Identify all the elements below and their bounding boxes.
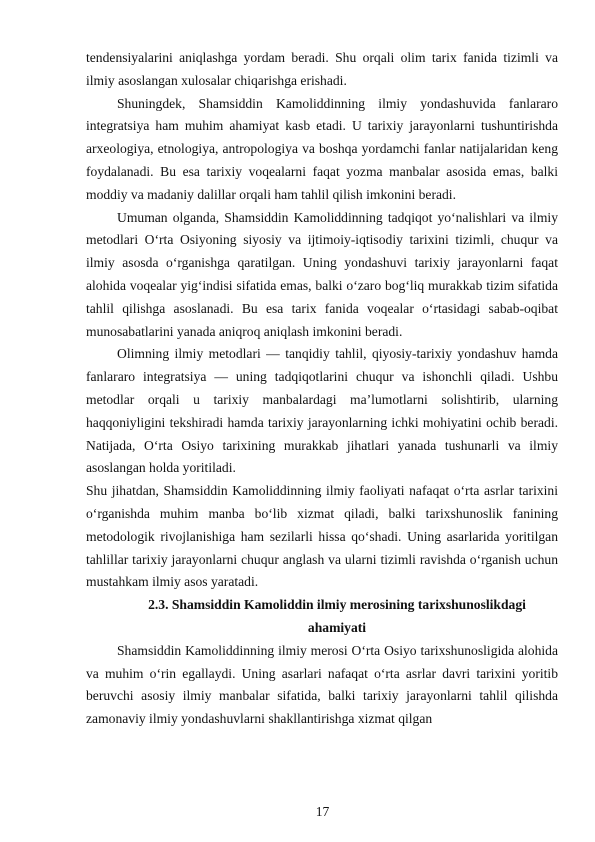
paragraph-legacy: Shamsiddin Kamoliddinning ilmiy merosi O‘rta Osiyo tarixshunosligida alohida va muhim o‘rin egallaydi. Uning asarlari nafaqat o‘rta asrlar davri tarixini yoritib beruvchi asosiy ilmiy manbalar sifatida, balki tarixiy jarayonlarni tahlil qilishda zamonaviy ilmiy yondashuvlarni shakllantirishga xizmat qilgan bbox=[86, 642, 558, 727]
paragraph-research-directions: Umuman olganda, Shamsiddin Kamoliddinning tadqiqot yo‘nalishlari va ilmiy metodlari O‘rta Osiyoning siyosiy va ijtimoiy-iqtisodiy tarixini tizimli, chuqur va ilmiy asosda o‘rganishga qaratilgan. Uning yondashuvi tarixiy jarayonlarni faqat alohida voqealar yig‘indisi sifatida emas, balki o‘zaro bog‘liq murakkab tizim sifatida tahlil qilishga asoslanadi. Bu esa tarix fanida voqealar o‘rtasidagi sabab-oqibat munosabatlarini yanada aniqroq aniqlash imkonini beradi. bbox=[86, 209, 558, 339]
paragraph-conclusion: Shu jihatdan, Shamsiddin Kamoliddinning ilmiy faoliyati nafaqat o‘rta asrlar tarixini o‘rganishda muhim manba bo‘lib xizmat qiladi, balki tarixshunoslik fanining metodologik rivojlanishiga ham sezilarli hissa qo‘shadi. Uning asarlarida yoritilgan tahlillar tarixiy jarayonlarni chuqur anglash va ularni tizimli ravishda o‘rganish uchun mustahkam ilmiy asos yaratadi. bbox=[86, 483, 558, 590]
paragraph-interdisciplinary: Shuningdek, Shamsiddin Kamoliddinning ilmiy yondashuvida fanlararo integratsiya ham muhim ahamiyat kasb etadi. U tarixiy jarayonlarni tushuntirishda arxeologiya, etnologiya, antropologiya va boshqa yordamchi fanlar natijalaridan keng foydalanadi. Bu esa tarixiy voqealarni faqat yozma manbalar asosida emas, balki moddiy va madaniy dalillar orqali ham tahlil qilish imkonini beradi. bbox=[86, 95, 558, 202]
paragraph-continued: tendensiyalarini aniqlashga yordam beradi. Shu orqali olim tarix fanida tizimli va ilmiy asoslangan xulosalar chiqarishga erishadi. bbox=[86, 50, 558, 88]
page-number: 17 bbox=[315, 804, 330, 819]
section-heading-line1: 2.3. Shamsiddin Kamoliddin ilmiy merosining tarixshunoslikdagi bbox=[148, 597, 526, 613]
section-heading bbox=[86, 594, 558, 640]
paragraph-methods: Olimning ilmiy metodlari — tanqidiy tahlil, qiyosiy-tarixiy yondashuv hamda fanlararo integratsiya — uning tadqiqotlarini chuqur va ishonchli qiladi. Ushbu metodlar orqali u tarixiy manbalardagi ma’lumotlarni solishtirib, ularning haqqoniyligini tekshiradi hamda tarixiy jarayonlarning ichki mohiyatini ochib beradi. Natijada, O‘rta Osiyo tarixining murakkab jihatlari yanada tushunarli va ilmiy asoslangan holda yoritiladi. bbox=[86, 346, 558, 476]
document-body bbox=[86, 47, 558, 731]
section-heading-line2: ahamiyati bbox=[307, 619, 367, 635]
